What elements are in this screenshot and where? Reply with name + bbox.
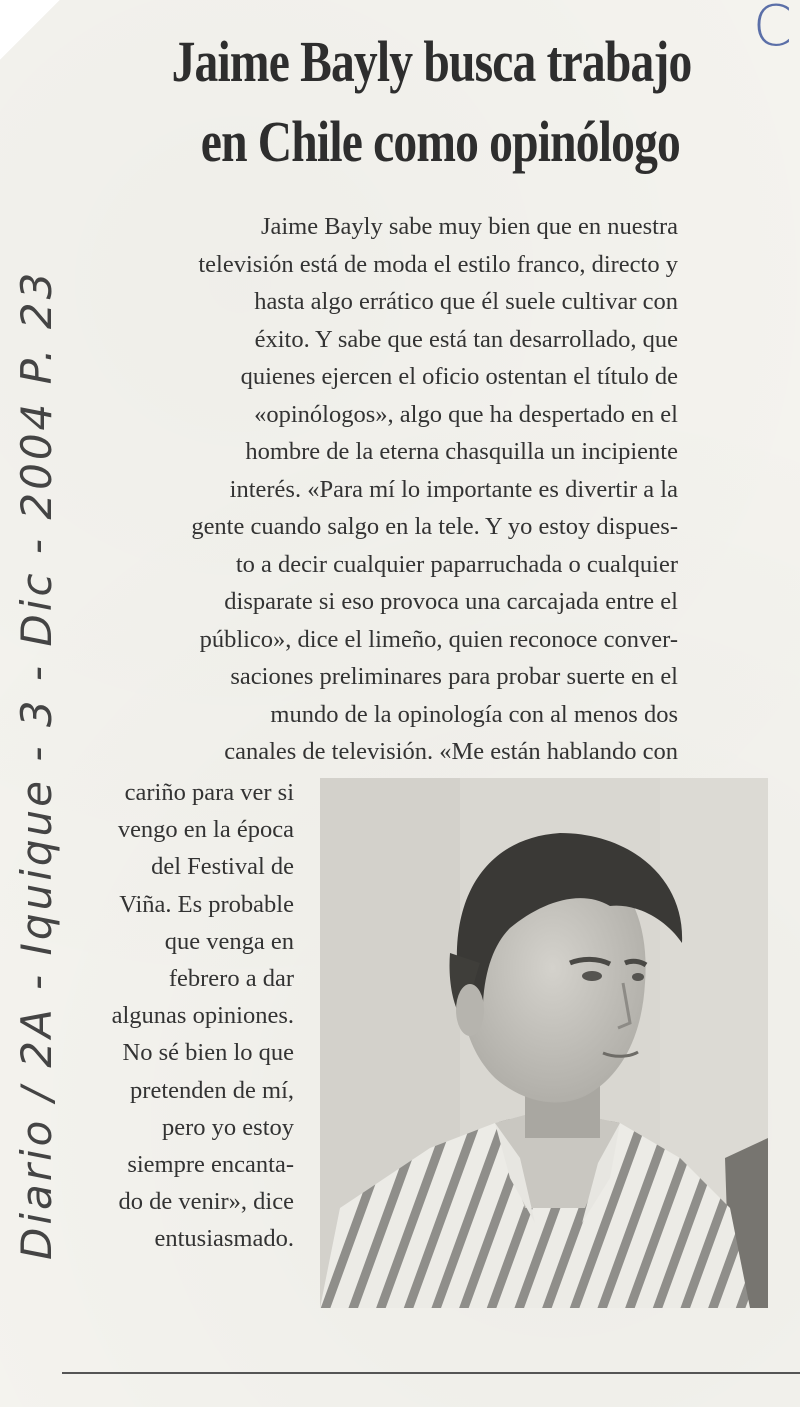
headline-line: Jaime Bayly busca trabajo (171, 29, 692, 94)
body-line: éxito. Y sabe que está tan desarrollado, que (254, 325, 678, 353)
torn-corner (0, 0, 60, 60)
side-line: febrero a dar (168, 965, 294, 993)
side-line: siempre encanta- (127, 1151, 294, 1179)
article-body (62, 208, 678, 771)
body-line: to a decir cualquier paparruchada o cualquier (235, 550, 678, 578)
body-line: «opinólogos», algo que ha despertado en el (254, 400, 678, 428)
side-line: algunas opiniones. (111, 1002, 294, 1030)
body-line: saciones preliminares para probar suerte en el (230, 663, 678, 690)
headline-line: en Chile como opinólogo (200, 109, 681, 174)
body-line: mundo de la opinología con al menos dos (270, 700, 678, 728)
body-line: televisión está de moda el estilo franco, directo y (198, 250, 678, 278)
side-line: entusiasmado. (154, 1225, 294, 1253)
handwritten-source-note: Diario / 2A - Iquique - 3 - Dic - 2004 P. 23 (12, 269, 61, 1260)
body-line: quienes ejercen el oficio ostentan el título de (240, 363, 678, 390)
body-line: interés. «Para mí lo importante es divertir a la (229, 475, 678, 503)
portrait-illustration (320, 778, 768, 1308)
side-line: pretenden de mí, (130, 1076, 294, 1104)
portrait-photo (320, 778, 768, 1308)
article-side-column (60, 774, 294, 1258)
body-line: canales de televisión. «Me están hablando con (224, 738, 678, 765)
side-line: vengo en la época (117, 816, 294, 844)
body-line: gente cuando salgo en la tele. Y yo estoy dispues- (191, 513, 678, 540)
body-line: Jaime Bayly sabe muy bien que en nuestra (260, 213, 678, 240)
bottom-rule (62, 1372, 800, 1374)
side-line: del Festival de (151, 853, 294, 881)
side-line: do de venir», dice (118, 1188, 294, 1216)
side-line: No sé bien lo que (122, 1039, 294, 1067)
side-line: cariño para ver si (124, 779, 294, 806)
corner-mark: C (752, 0, 792, 59)
body-line: hasta algo errático que él suele cultivar con (254, 288, 678, 315)
side-line: Viña. Es probable (119, 890, 294, 918)
body-line: disparate si eso provoca una carcajada entre el (224, 588, 678, 615)
side-line: que venga en (164, 927, 294, 955)
headline (171, 22, 692, 182)
body-line: público», dice el limeño, quien reconoce conver- (199, 625, 678, 653)
side-line: pero yo estoy (162, 1113, 294, 1141)
body-line: hombre de la eterna chasquilla un incipiente (245, 438, 678, 465)
